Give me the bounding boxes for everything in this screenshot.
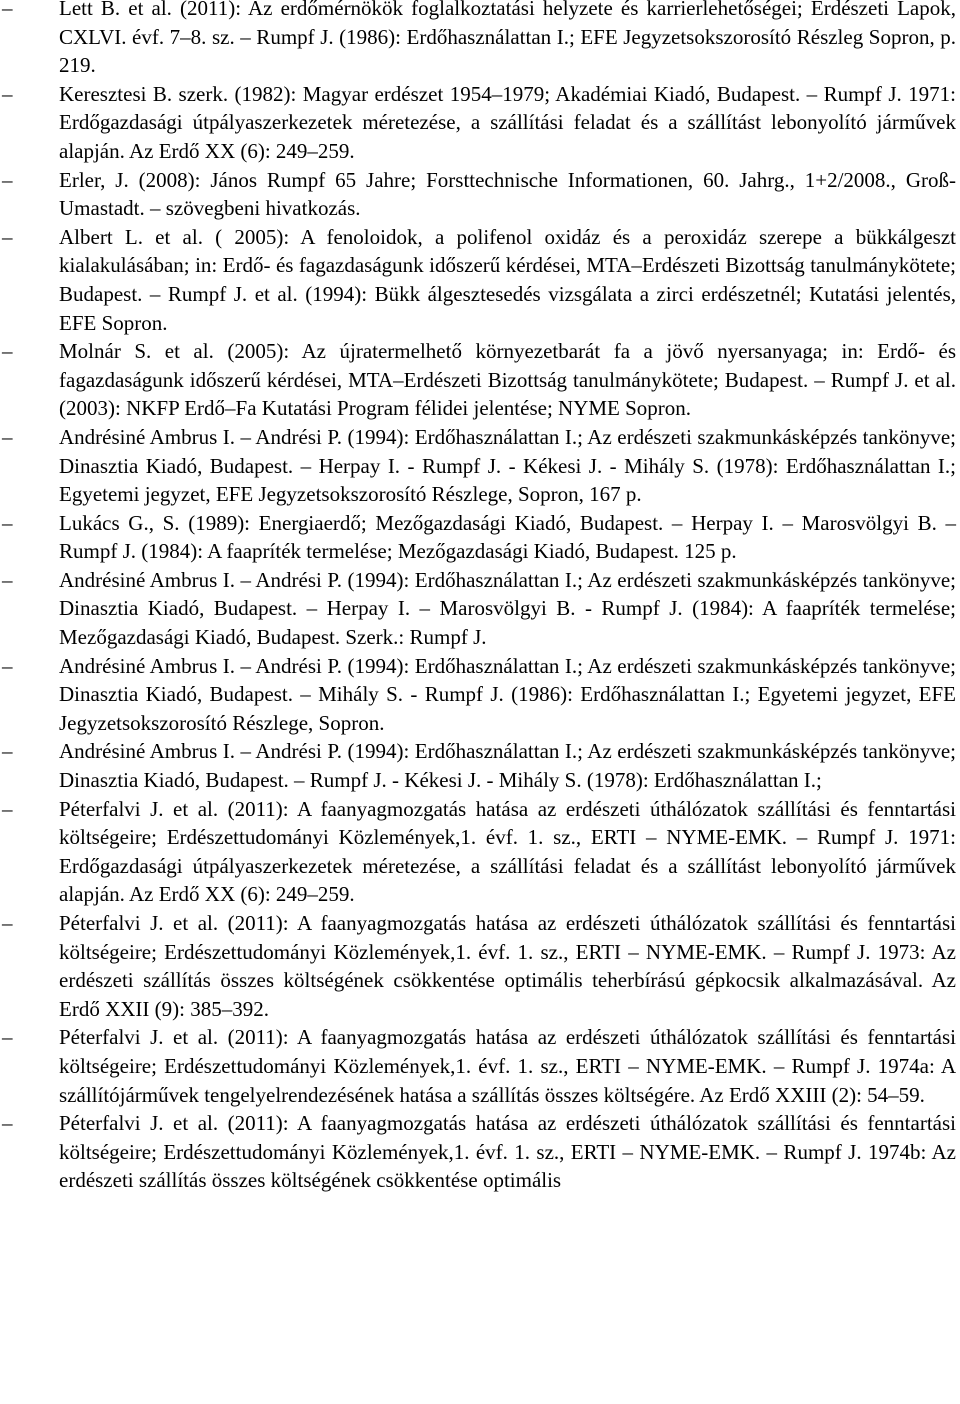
reference-text: Péterfalvi J. et al. (2011): A faanyagmozgatás hatása az erdészeti úthálózatok szállítási és fenntartási költségeire; Erdészettudományi Közlemények,1. évf. 1. sz., ERTI – NYME-EMK. – Rumpf J. 1973: Az erdészeti szállítás összes költségének csökkentése optimális teherbírású gépkocsik alkalmazásával. Az Erdő XXII (9): 385–392. xyxy=(59,911,956,1021)
reference-text: Erler, J. (2008): János Rumpf 65 Jahre; Forsttechnische Informationen, 60. Jahrg., 1+2/2008., Groß-Umastadt. – szövegbeni hivatkozás. xyxy=(59,167,956,221)
dash-bullet: – xyxy=(2,796,13,821)
reference-text: Albert L. et al. ( 2005): A fenoloidok, a polifenol oxidáz és a peroxidáz szerepe a bükkálgeszt kialakulásában; in: Erdő- és fagazdaságunk időszerű kérdései, MTA–Erdészeti Bizottság tanulmánykötete; Budapest. – Rumpf J. et al. (1994): Bükk álgesztesedés vizsgálata a zirci erdészetnél; Kutatási jelentés, EFE Sopron. xyxy=(59,224,956,335)
dash-bullet: – xyxy=(2,653,13,678)
reference-item xyxy=(0,509,960,566)
reference-text: Andrésiné Ambrus I. – Andrési P. (1994): Erdőhasználattan I.; Az erdészeti szakmunkásképzés tankönyve; Dinasztia Kiadó, Budapest. – Rumpf J. - Kékesi J. - Mihály S. (1978): Erdőhasználattan I.; xyxy=(59,739,956,793)
dash-bullet: – xyxy=(2,424,13,449)
dash-bullet: – xyxy=(2,339,13,364)
reference-text: Andrésiné Ambrus I. – Andrési P. (1994): Erdőhasználattan I.; Az erdészeti szakmunkásképzés tankönyve; Dinasztia Kiadó, Budapest. – Mihály S. - Rumpf J. (1986): Erdőhasználattan I.; Egyetemi jegyzet, EFE Jegyzetsokszorosító Részlege, Sopron. xyxy=(59,653,956,735)
reference-text: Lukács G., S. (1989): Energiaerdő; Mezőgazdasági Kiadó, Budapest. – Herpay I. – Marosvölgyi B. – Rumpf J. (1984): A faapríték termelése; Mezőgazdasági Kiadó, Budapest. 125 p. xyxy=(59,510,956,564)
dash-bullet: – xyxy=(2,167,13,192)
reference-text: Keresztesi B. szerk. (1982): Magyar erdészet 1954–1979; Akadémiai Kiadó, Budapest. – Rumpf J. 1971: Erdőgazdasági útpályaszerkezetek méretezése, a szállítási feladat és a szállítást lebonyolító járművek alapján. Az Erdő XX (6): 249–259. xyxy=(59,81,956,163)
dash-bullet: – xyxy=(2,567,13,592)
dash-bullet: – xyxy=(2,0,13,20)
dash-bullet: – xyxy=(2,739,13,764)
dash-bullet: – xyxy=(2,510,13,535)
dash-bullet: – xyxy=(2,911,13,935)
reference-item xyxy=(0,423,960,509)
reference-text: Péterfalvi J. et al. (2011): A faanyagmozgatás hatása az erdészeti úthálózatok szállítási és fenntartási költségeire; Erdészettudományi Közlemények,1. évf. 1. sz., ERTI – NYME-EMK. – Rumpf J. 1974a: A szállítójárművek tengelyelrendezésének hatása a szállítás összes költségére. Az Erdő XXIII (2): 54–59. xyxy=(59,1025,956,1107)
reference-text: Péterfalvi J. et al. (2011): A faanyagmozgatás hatása az erdészeti úthálózatok szállítási és fenntartási költségeire; Erdészettudományi Közlemények,1. évf. 1. sz., ERTI – NYME-EMK. – Rumpf J. 1974b: Az erdészeti szállítás összes költségének csökkentése optimális xyxy=(59,1111,956,1193)
dash-bullet: – xyxy=(2,1111,13,1136)
reference-item xyxy=(0,166,960,223)
reference-text: Andrésiné Ambrus I. – Andrési P. (1994): Erdőhasználattan I.; Az erdészeti szakmunkásképzés tankönyve; Dinasztia Kiadó, Budapest. – Herpay I. - Rumpf J. - Kékesi J. - Mihály S. (1978): Erdőhasználattan I.; Egyetemi jegyzet, EFE Jegyzetsokszorosító Részlege, Sopron, 167 p. xyxy=(59,424,956,507)
reference-text: Molnár S. et al. (2005): Az újratermelhető környezetbarát fa a jövő nyersanyaga; in: Erdő- és fagazdaságunk időszerű kérdései, MTA–Erdészeti Bizottság tanulmánykötete; Budapest. – Rumpf J. et al. (2003): NKFP Erdő–Fa Kutatási Program félidei jelentése; NYME Sopron. xyxy=(59,339,956,421)
dash-bullet: – xyxy=(2,224,13,249)
reference-text: Péterfalvi J. et al. (2011): A faanyagmozgatás hatása az erdészeti úthálózatok szállítási és fenntartási költségeire; Erdészettudományi Közlemények,1. évf. 1. sz., ERTI – NYME-EMK. – Rumpf J. 1971: Erdőgazdasági útpályaszerkezetek méretezése, a szállítási feladat és a szállítást lebonyolító járművek alapján. Az Erdő XX (6): 249–259. xyxy=(59,796,956,907)
reference-item xyxy=(0,337,960,423)
reference-item xyxy=(0,909,960,1023)
reference-item xyxy=(0,1109,960,1195)
reference-item xyxy=(0,737,960,794)
reference-item xyxy=(0,223,960,337)
reference-item xyxy=(0,795,960,909)
reference-text: Andrésiné Ambrus I. – Andrési P. (1994): Erdőhasználattan I.; Az erdészeti szakmunkásképzés tankönyve; Dinasztia Kiadó, Budapest. – Herpay I. – Marosvölgyi B. - Rumpf J. (1984): A faapríték termelése; Mezőgazdasági Kiadó, Budapest. Szerk.: Rumpf J. xyxy=(59,567,956,650)
reference-item xyxy=(0,1023,960,1109)
dash-bullet: – xyxy=(2,1025,13,1050)
reference-item xyxy=(0,566,960,652)
reference-item xyxy=(0,652,960,738)
reference-item xyxy=(0,0,960,80)
reference-item xyxy=(0,80,960,166)
dash-bullet: – xyxy=(2,81,13,106)
reference-text: Lett B. et al. (2011): Az erdőmérnökök foglalkoztatási helyzete és karrierlehetőségei; Erdészeti Lapok, CXLVI. évf. 7–8. sz. – Rumpf J. (1986): Erdőhasználattan I.; EFE Jegyzetsokszorosító Részleg Sopron, p. 219. xyxy=(59,0,956,78)
